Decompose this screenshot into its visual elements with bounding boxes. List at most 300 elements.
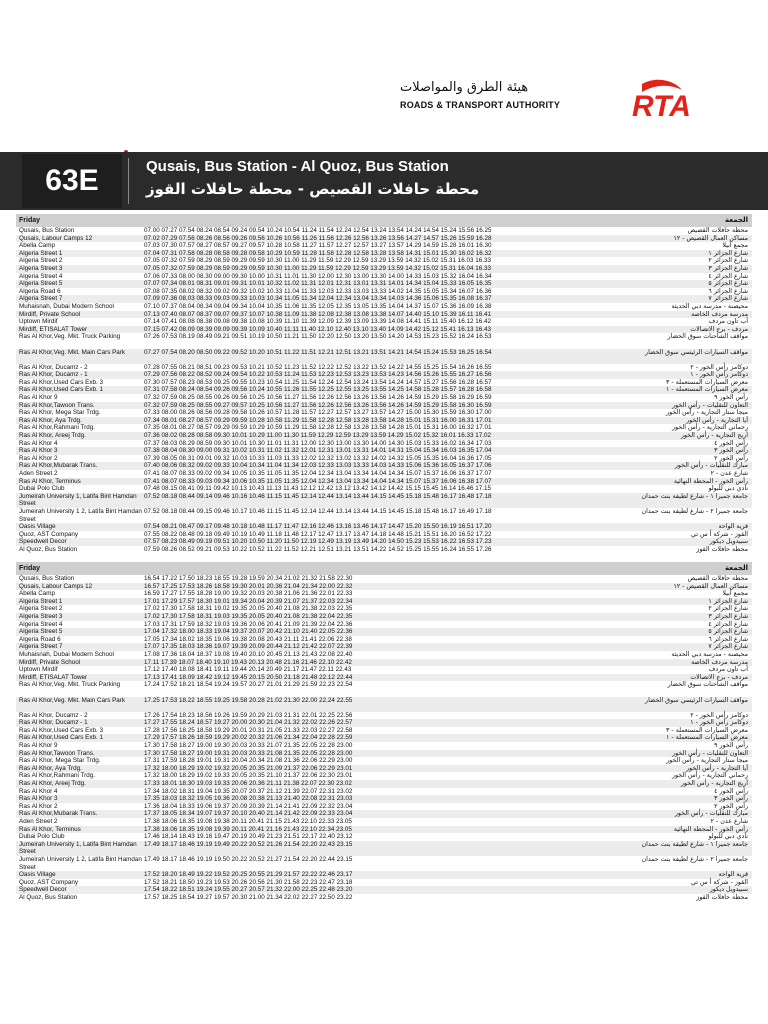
table-row <box>16 750 752 758</box>
stop-name: Algeria Street 7 <box>19 643 63 651</box>
stop-name-arabic: مدرسة مردف الخاصة <box>691 658 748 666</box>
stop-name-arabic: جامعة جميرا ١ - شارع لطيفة بنت حمدان <box>641 492 748 500</box>
table-row <box>16 379 752 387</box>
stop-name: Ras Al Khor 9 <box>19 742 58 750</box>
stop-name-arabic: آيا التجارية - رأس الخور <box>686 764 748 772</box>
table-row <box>16 643 752 651</box>
stop-name: Algeria Street 1 <box>19 249 63 257</box>
departure-times: 17.30 17.58 18.27 19.00 19.31 20.03 20.33 21.08 21.35 22.05 22.28 23.00 <box>144 749 353 757</box>
table-row <box>16 681 752 696</box>
table-row <box>16 485 752 493</box>
stop-name: Jumeirah University 1, Latifa Bint Hamdan Street <box>19 840 137 856</box>
stop-name: Speedwell Decor <box>19 886 67 894</box>
stop-name-arabic: مجمع أبيلا <box>722 590 748 598</box>
stop-name-arabic: جامعة جميرا ٢ - شارع لطيفة بنت حمدان <box>641 855 748 863</box>
table-row <box>16 440 752 448</box>
table-row <box>16 605 752 613</box>
stop-name-arabic: مردف - برج الاتصالات <box>690 325 748 333</box>
departure-times: 07.04 07.31 07.58 08.28 08.58 09.28 09.58 10.29 10.59 11.28 11.58 12.28 12.58 13.28 13.58 14.31 15.01 15.30 16.02 16.32 <box>144 249 492 257</box>
departure-times: 07.35 08.01 08.27 08.57 09.29 09.59 10.29 10.59 11.29 11.58 12.28 12.58 13.28 13.58 14.28 15.01 15.31 16.00 16.32 17.01 <box>144 424 492 432</box>
route-title-english: Qusais, Bus Station - Al Quoz, Bus Station <box>146 158 449 175</box>
stop-name: Ras Al Khor, Mega Star Trdg. <box>19 409 101 417</box>
stop-name: Ras Al Khor,Veg. Mkt. Main Cars Park <box>19 348 126 356</box>
table-row <box>16 636 752 644</box>
title-divider <box>128 158 129 204</box>
departure-times: 07.41 08.07 08.33 09.02 09.34 10.05 10.35 11.05 11.35 12.04 12.34 13.04 13.34 14.04 14.34 15.07 15.37 16.06 16.37 17.07 <box>144 470 492 477</box>
stop-name: Jumeirah University 1 2, Latifa Bint Hamdan Street <box>19 507 142 523</box>
departure-times: 07.02 07.29 07.56 08.26 08.56 09.26 09.56 10.26 10.56 11.26 11.56 12.26 12.56 13.26 13.56 14.27 14.57 15.26 15.59 16.28 <box>144 234 492 242</box>
departure-times: 17.38 18.06 18.35 19.08 19.38 20.11 20.41 21.15 21.43 22.10 22.33 23.05 <box>144 818 352 825</box>
stop-name-arabic: شارع الجزائر ١ <box>708 249 748 257</box>
departure-times: 17.03 17.31 17.59 18.32 19.03 19.36 20.06 20.41 21.09 21.39 22.04 22.36 <box>144 620 353 628</box>
table-row <box>16 757 752 765</box>
stop-name-arabic: مساكن العمال القصيص - ١٢ <box>673 234 748 242</box>
departure-times: 17.57 18.25 18.54 19.27 19.57 20.30 21.00 21.34 22.02 22.27 22.50 23.22 <box>144 893 353 901</box>
table-row <box>16 409 752 417</box>
table-row <box>16 478 752 486</box>
departure-times: 17.27 17.55 18.24 18.57 19.27 20.00 20.30 21.04 21.32 22.02 22.26 22.57 <box>144 719 353 727</box>
departure-times: 07.36 08.02 08.28 08.58 09.30 10.01 10.29 11.00 11.30 11.59 12.29 12.59 13.29 13.59 14.29 15.02 15.32 16.01 16.33 17.02 <box>144 432 491 440</box>
page-header <box>0 0 768 152</box>
stop-name-arabic: التعاون للنقليات - رأس الخور <box>672 401 748 409</box>
stop-name-arabic: شارع الجزائر ١ <box>708 597 748 605</box>
table-row <box>16 470 752 478</box>
stop-name-arabic: أريج التجارية - رأس الخور <box>680 432 748 440</box>
stop-name-arabic: رأس الخور - المحطة النهائية <box>673 825 748 833</box>
stop-name-arabic: معرض السيارات المستعملة - ١ <box>666 386 748 394</box>
stop-name: Ras Al Khor,Veg. Mkt. Truck Parking <box>19 333 121 341</box>
route-number: 63E <box>22 154 122 208</box>
table-row <box>16 447 752 455</box>
departure-times: 16.59 17.27 17.55 18.28 19.00 19.32 20.03 20.38 21.06 21.36 22.01 22.33 <box>144 590 353 598</box>
stop-name: Ras Al Khor 3 <box>19 447 58 455</box>
departure-times: 07.00 07.27 07.54 08.24 08.54 09.24 09.54 10.24 10.54 11.24 11.54 12.24 12.54 13.24 13.54 14.24 14.54 15.24 15.56 16.25 <box>144 227 492 234</box>
departure-times: 07.57 08.23 08.49 09.19 09.51 10.20 10.50 11.20 11.50 12.19 12.49 13.19 13.49 14.20 14.50 15.23 15.53 16.22 16.53 17.23 <box>144 538 492 546</box>
stop-name: Ras Al Khor 4 <box>19 439 58 447</box>
stop-name: Speedwell Decor <box>19 538 67 546</box>
table-row <box>16 364 752 372</box>
departure-times: 17.26 17.54 18.23 18.56 19.26 19.59 20.29 21.03 21.31 22.01 22.25 22.56 <box>144 711 353 719</box>
stop-name: Oasis Village <box>19 871 56 879</box>
stop-name-arabic: شارع الجزائر ٥ <box>708 280 748 288</box>
departure-times: 17.52 18.21 18.50 19.23 19.53 20.26 20.56 21.30 21.58 22.23 22.47 23.18 <box>144 878 353 886</box>
stop-name: Ras Al Khor, Ducamz - 1 <box>19 371 88 379</box>
departure-times: 07.34 08.01 08.27 08.57 09.29 09.59 10.28 10.58 11.29 11.58 12.28 12.58 13.28 13.58 14.28 15.01 15.31 16.00 16.31 17.01 <box>144 416 492 424</box>
table-row <box>16 712 752 720</box>
stop-name-arabic: شارع الجزائر ٧ <box>708 295 748 303</box>
stop-name: Ras Al Khor, Aya Trdg. <box>19 764 82 772</box>
stop-name: Dubai Polo Club <box>19 833 65 841</box>
stop-name: Algeria Street 4 <box>19 620 63 628</box>
timetable-section-morning <box>16 214 752 554</box>
table-row <box>16 462 752 470</box>
stop-name-arabic: مجمع أبيلا <box>722 242 748 250</box>
stop-name-arabic: ميجا ستار التجارية - رأس الخور <box>666 757 748 765</box>
stop-name: Algeria Road 6 <box>19 287 61 295</box>
table-row <box>16 371 752 379</box>
stop-name-arabic: شارع الجزائر ٦ <box>708 635 748 643</box>
departure-times: 17.01 17.29 17.57 18.30 19.01 19.34 20.04 20.39 21.07 21.37 22.03 22.34 <box>144 597 353 605</box>
table-row <box>16 727 752 735</box>
table-row <box>16 886 752 894</box>
stop-name: Qusais, Bus Station <box>19 575 75 582</box>
table-row <box>16 349 752 364</box>
table-row <box>16 659 752 667</box>
stop-name: Algeria Street 2 <box>19 257 63 265</box>
departure-times: 07.29 07.56 08.22 08.52 09.24 09.54 10.22 10.53 11.24 11.53 12.23 12.53 13.23 13.53 14.23 14.56 15.26 15.55 16.27 16.56 <box>144 371 492 379</box>
table-row <box>16 742 752 750</box>
stop-name: Algeria Street 3 <box>19 264 63 272</box>
table-row <box>16 311 752 319</box>
departure-times: 17.02 17.30 17.58 18.31 19.02 19.35 20.05 20.40 21.08 21.38 22.03 22.35 <box>144 605 353 613</box>
table-row <box>16 765 752 773</box>
stop-name: Ras Al Khor,Veg. Mkt. Truck Parking <box>19 681 121 689</box>
departure-times: 17.32 18.00 18.29 19.02 19.33 20.05 20.35 21.10 21.37 22.06 22.30 23.01 <box>144 772 353 780</box>
table-row <box>16 788 752 796</box>
stop-name-arabic: رأس الخور ٢ <box>714 454 748 462</box>
stop-name: Ras Al Khor,Mubarak Trans. <box>19 810 98 818</box>
stop-name-arabic: قرية الواحة <box>718 871 748 879</box>
stop-name-arabic: محطة حافلات القوز <box>696 893 748 901</box>
table-row <box>16 250 752 258</box>
table-row <box>16 318 752 326</box>
departure-times: 07.40 08.06 08.32 09.02 09.33 10.04 10.34 11.04 11.34 12.03 12.33 13.03 13.33 14.03 14.33 15.06 15.36 16.05 16.37 17.06 <box>144 462 492 470</box>
stop-name: Abella Camp <box>19 242 56 250</box>
rta-logo-icon <box>612 78 752 120</box>
table-row <box>16 265 752 273</box>
departure-times: 17.29 17.57 18.26 18.59 19.29 20.02 20.32 21.06 21.34 22.04 22.28 22.59 <box>144 734 353 742</box>
departure-times: 17.49 18.17 18.46 19.19 19.49 20.22 20.52 21.26 21.54 22.20 22.43 23.15 <box>144 840 353 848</box>
day-label-en: Friday <box>19 217 41 224</box>
stop-name: Algeria Road 6 <box>19 635 61 643</box>
stop-name-arabic: رحماني التجارية - رأس الخور <box>672 772 748 780</box>
departure-times: 07.27 07.54 08.20 08.50 09.22 09.52 10.20 10.51 11.22 11.51 12.21 12.51 13.21 13.51 14.21 14.54 15.24 15.53 16.25 16.54 <box>144 348 492 356</box>
table-row <box>16 734 752 742</box>
table-row <box>16 417 752 425</box>
departure-times: 07.30 07.57 08.23 08.53 09.25 09.55 10.23 10.54 11.25 11.54 12.24 12.54 13.24 13.54 14.24 14.57 15.27 15.56 16.28 16.57 <box>144 378 492 386</box>
departure-times: 17.34 18.02 18.31 19.04 19.35 20.07 20.37 21.12 21.39 22.07 22.31 23.02 <box>144 787 353 795</box>
table-row <box>16 455 752 463</box>
stop-name-arabic: شارع عدن - ٢ <box>710 470 748 477</box>
table-row <box>16 628 752 636</box>
stop-name-arabic: شارع الجزائر ٣ <box>708 264 748 272</box>
table-row <box>16 795 752 803</box>
stop-name: Ras Al Khor,Tawoon Trans. <box>19 401 95 409</box>
stop-name: Ras Al Khor 3 <box>19 795 58 803</box>
stop-name-arabic: شارع الجزائر ٣ <box>708 612 748 620</box>
departure-times: 17.35 18.03 18.32 19.05 19.36 20.08 20.38 21.13 21.40 22.08 22.31 23.03 <box>144 795 353 803</box>
stop-name-arabic: رأس الخور ٤ <box>714 787 748 795</box>
table-row <box>16 402 752 410</box>
table-row <box>16 841 752 856</box>
stop-name: Ras Al Khor 2 <box>19 802 58 810</box>
departure-times: 07.09 07.36 08.03 08.33 09.03 09.33 10.03 10.34 11.05 11.34 12.04 12.34 13.04 13.34 14.03 14.36 15.06 15.35 16.08 16.37 <box>144 295 492 303</box>
route-title-arabic: محطة حافلات القصيص - محطة حافلات القوز <box>146 180 480 198</box>
stop-name-arabic: رأس الخور ٢ <box>714 802 748 810</box>
stop-name-arabic: جامعة جميرا ٢ - شارع لطيفة بنت حمدان <box>641 507 748 515</box>
table-row <box>16 280 752 288</box>
stop-name-arabic: معرض السيارات المستعملة - ٣ <box>666 726 748 734</box>
departure-times: 16.57 17.25 17.53 18.26 18.58 19.30 20.01 20.36 21.04 21.34 22.00 22.32 <box>144 582 353 590</box>
stop-name-arabic: مواقف السيارات الرئيسي سوق الخضار <box>645 348 748 356</box>
stop-name-arabic: سبيدويل ديكور <box>709 538 748 546</box>
departure-times: 07.08 07.35 08.02 08.32 09.02 09.32 10.02 10.33 11.04 11.33 12.03 12.33 13.03 13.33 14.02 14.35 15.05 15.34 16.07 16.36 <box>144 287 492 295</box>
stop-name-arabic: شارع الجزائر ٢ <box>708 605 748 613</box>
stop-name-arabic: القوز - شركة أ س تي <box>691 878 748 886</box>
stop-name-arabic: أب تاون مردف <box>708 318 748 326</box>
departure-times: 17.11 17.39 18.07 18.40 19.10 19.43 20.13 20.48 21.16 21.46 22.10 22.42 <box>144 658 352 666</box>
stop-name: Qusais, Bus Station <box>19 227 75 234</box>
stop-name: Ras Al Khor, Areej Trdg. <box>19 780 86 788</box>
stop-name: Mirdiff, ETISALAT Tower <box>19 673 88 681</box>
stop-name: Ras Al Khor, Terminus <box>19 825 81 833</box>
stop-name-arabic: شارع الجزائر ٢ <box>708 257 748 265</box>
departure-times: 07.14 07.41 08.08 08.38 09.08 09.38 10.08 10.39 11.10 11.39 12.09 12.39 13.09 13.39 14.08 14.41 15.11 15.40 16.12 16.42 <box>144 318 491 326</box>
stop-name-arabic: مواقف الشاحنات سوق الخضار <box>667 681 748 689</box>
stop-name-arabic: دوكامز رأس الخور - ٢ <box>690 711 748 719</box>
departure-times: 17.04 17.32 18.00 18.33 19.04 19.37 20.07 20.42 21.10 21.40 22.05 22.36 <box>144 628 353 636</box>
departure-times: 17.54 18.22 18.51 19.24 19.55 20.27 20.57 21.32 22.00 22.25 22.48 23.20 <box>144 886 353 894</box>
stop-name-arabic: رأس الخور ٤ <box>714 439 748 447</box>
stop-name: Ras Al Khor,Rahmani Trdg. <box>19 424 95 432</box>
stop-name-arabic: دوكامز رأس الخور - ١ <box>690 371 748 379</box>
departure-times: 07.13 07.40 08.07 08.37 09.07 09.37 10.07 10.38 11.09 11.38 12.08 12.38 13.08 13.38 14.07 14.40 15.10 15.39 16.11 16.41 <box>144 310 491 318</box>
table-row <box>16 697 752 712</box>
departure-times: 07.55 08.22 08.48 09.18 09.49 10.19 10.49 11.18 11.48 12.17 12.47 13.17 13.47 14.18 14.48 15.21 15.51 16.20 16.52 17.22 <box>144 530 492 538</box>
stop-name-arabic: مساكن العمال القصيص - ١٢ <box>673 582 748 590</box>
table-row <box>16 621 752 629</box>
table-row <box>16 833 752 841</box>
departure-times: 07.32 07.59 08.25 08.55 09.26 09.56 10.25 10.56 11.27 11.56 12.26 12.56 13.26 13.56 14.26 14.59 15.29 15.58 16.29 16.59 <box>144 394 492 402</box>
stop-name: Ras Al Khor,Used Cars Exb. 3 <box>19 378 103 386</box>
departure-times: 17.30 17.58 18.27 19.00 19.30 20.03 20.33 21.07 21.35 22.05 22.28 23.00 <box>144 742 353 750</box>
table-row <box>16 666 752 674</box>
stop-name: Aden Street 2 <box>19 470 58 477</box>
departure-times: 17.05 17.34 18.02 18.35 19.06 19.38 20.08 20.43 21.11 21.41 22.06 22.38 <box>144 635 352 643</box>
departure-times: 07.26 07.53 08.19 08.49 09.21 09.51 10.19 10.50 11.21 11.50 12.20 12.50 13.20 13.50 14.20 14.53 15.23 15.52 16.24 16.53 <box>144 333 492 341</box>
stop-name: Quoz, AST Company <box>19 878 79 886</box>
stop-name: Algeria Street 5 <box>19 628 63 636</box>
table-row <box>16 523 752 531</box>
stop-name: Jumeirah University 1, Latifa Bint Hamdan Street <box>19 492 137 508</box>
stop-name: Mirdiff, Private School <box>19 658 81 666</box>
stop-name-arabic: شارع الجزائر ٤ <box>708 620 748 628</box>
table-row <box>16 257 752 265</box>
stop-name: Ras Al Khor 2 <box>19 454 58 462</box>
stop-name-arabic: محطة حافلات القوز <box>696 545 748 553</box>
rta-branding <box>400 78 760 122</box>
table-row <box>16 871 752 879</box>
table-row <box>16 613 752 621</box>
stop-name-arabic: نادي دبي للبولو <box>708 833 748 841</box>
day-label-ar: الجمعة <box>725 564 748 572</box>
table-row <box>16 810 752 818</box>
stop-name: Ras Al Khor,Used Cars Exb. 1 <box>19 386 103 394</box>
table-row <box>16 531 752 539</box>
stop-name: Quoz, AST Company <box>19 530 79 538</box>
departure-times: 07.03 07.30 07.57 08.27 08.57 09.27 09.57 10.28 10.58 11.27 11.57 12.27 12.57 13.27 13.57 14.29 14.59 15.28 16.01 16.30 <box>144 242 492 250</box>
stop-name-arabic: رأس الخور ٣ <box>714 795 748 803</box>
table-row <box>16 394 752 402</box>
stop-name: Oasis Village <box>19 523 56 531</box>
table-row <box>16 242 752 250</box>
stop-name: Al Quoz, Bus Station <box>19 545 78 553</box>
table-row <box>16 227 752 235</box>
table-row <box>16 583 752 591</box>
departure-times: 17.38 18.06 18.35 19.08 19.39 20.11 20.41 21.16 21.43 22.10 22.34 23.05 <box>144 825 352 833</box>
table-row <box>16 288 752 296</box>
table-row <box>16 856 752 871</box>
table-row <box>16 538 752 546</box>
departure-times: 17.24 17.52 18.21 18.54 19.24 19.57 20.27 21.01 21.29 21.59 22.23 22.54 <box>144 681 353 689</box>
departure-times: 07.59 08.26 08.52 09.21 09.53 10.22 10.52 11.22 11.52 12.21 12.51 13.21 13.51 14.22 14.52 15.25 15.55 16.24 16.55 17.26 <box>144 545 492 553</box>
table-row <box>16 303 752 311</box>
stop-name-arabic: رأس الخور ٩ <box>714 394 748 402</box>
stop-name-arabic: أريج التجارية - رأس الخور <box>680 780 748 788</box>
table-row <box>16 235 752 243</box>
stop-name-arabic: دوكامز رأس الخور - ١ <box>690 719 748 727</box>
stop-name-arabic: محيصنة - مدرسة دبي الحديثة <box>671 302 748 310</box>
stop-name-arabic: شارع الجزائر ٤ <box>708 272 748 280</box>
stop-name-arabic: نادي دبي للبولو <box>708 485 748 493</box>
stop-name-arabic: شارع عدن - ٢ <box>710 818 748 825</box>
departure-times: 07.38 08.04 08.30 09.00 09.31 10.02 10.31 11.02 11.32 12.01 12.31 13.01 13.31 14.01 14.31 15.04 15.34 16.03 16.35 17.04 <box>144 447 492 455</box>
stop-name-arabic: ميجا ستار التجارية - رأس الخور <box>666 409 748 417</box>
stop-name: Ras Al Khor, Ducamz - 2 <box>19 363 88 371</box>
departure-times: 17.52 18.20 18.49 19.22 19.52 20.25 20.55 21.29 21.57 22.22 22.46 23.17 <box>144 871 353 879</box>
stop-name-arabic: مواقف الشاحنات سوق الخضار <box>667 333 748 341</box>
departure-times: 17.46 18.14 18.43 19.16 19.47 20.19 20.49 21.23 21.51 22.17 22.40 23.12 <box>144 833 353 841</box>
departure-times: 07.15 07.42 08.09 08.39 09.09 09.39 10.09 10.40 11.11 11.40 12.10 12.40 13.10 13.40 14.09 14.42 15.12 15.41 16.13 16.43 <box>144 325 491 333</box>
departure-times: 07.37 08.03 08.29 08.59 09.30 10.01 10.30 11.01 11.31 12.00 12.30 13.00 13.30 14.00 14.30 15.03 15.33 16.02 16.34 17.03 <box>144 439 492 447</box>
stop-name-arabic: جامعة جميرا ١ - شارع لطيفة بنت حمدان <box>641 840 748 848</box>
stop-name: Ras Al Khor 4 <box>19 787 58 795</box>
stop-name: Al Quoz, Bus Station <box>19 893 78 901</box>
table-row <box>16 432 752 440</box>
stop-name: Algeria Street 5 <box>19 280 63 288</box>
departure-times: 07.05 07.32 07.59 08.29 08.59 09.29 09.59 10.30 11.00 11.29 11.59 12.29 12.59 13.29 13.59 14.32 15.02 15.31 16.03 16.33 <box>144 257 491 265</box>
stop-name: Ras Al Khor,Veg. Mkt. Main Cars Park <box>19 696 126 704</box>
stop-name: Dubai Polo Club <box>19 485 65 493</box>
table-row <box>16 719 752 727</box>
stop-name: Qusais, Labour Camps 12 <box>19 582 93 590</box>
stop-name: Ras Al Khor,Mubarak Trans. <box>19 462 98 470</box>
table-row <box>16 333 752 348</box>
departure-times: 17.37 18.05 18.34 19.07 19.37 20.10 20.40 21.14 21.42 22.09 22.33 23.04 <box>144 810 353 818</box>
rta-english-name: ROADS & TRANSPORT AUTHORITY <box>400 100 561 110</box>
table-row <box>16 894 752 902</box>
stop-name: Muhaisnah, Dubai Modern School <box>19 302 114 310</box>
departure-times: 07.31 07.58 08.24 08.54 09.26 09.56 10.24 10.55 11.26 11.55 12.25 12.55 13.25 13.55 14.25 14.58 15.28 15.57 16.28 16.58 <box>144 386 492 394</box>
departure-times: 17.13 17.41 18.09 18.42 19.12 19.45 20.15 20.50 21.18 21.48 22.12 22.44 <box>144 673 353 681</box>
day-header <box>16 562 752 575</box>
departure-times: 07.06 07.33 08.00 08.30 09.00 09.30 10.00 10.31 11.01 11.30 12.00 12.30 13.00 13.30 14.00 14.33 15.03 15.32 16.04 16.34 <box>144 272 492 280</box>
departure-times: 07.32 07.59 08.25 08.55 09.27 09.57 10.25 10.56 11.27 11.56 12.26 12.56 13.26 13.56 14.26 14.59 15.29 15.58 16.30 16.59 <box>144 401 492 409</box>
stop-name: Uptown Mirdif <box>19 318 58 326</box>
stop-name-arabic: سبيدويل ديكور <box>709 886 748 894</box>
stop-name: Mirdiff, Private School <box>19 310 81 318</box>
departure-times: 17.49 18.17 18.46 19.19 19.50 20.22 20.52 21.27 21.54 22.20 22.44 23.15 <box>144 855 353 863</box>
stop-name: Ras Al Khor, Ducamz - 2 <box>19 711 88 719</box>
stop-name: Algeria Street 2 <box>19 605 63 613</box>
stop-name-arabic: أب تاون مردف <box>708 666 748 674</box>
departure-times: 17.07 17.35 18.03 18.36 19.07 19.39 20.09 20.44 21.12 21.42 22.07 22.39 <box>144 643 353 651</box>
departure-times: 16.54 17.22 17.50 18.23 18.55 19.28 19.59 20.34 21.02 21.32 21.58 22.30 <box>144 575 353 582</box>
table-row <box>16 772 752 780</box>
departure-times: 07.33 08.00 08.26 08.56 09.28 09.58 10.26 10.57 11.28 11.57 12.27 12.57 13.27 13.57 14.27 15.00 15.30 15.59 16.30 17.00 <box>144 409 492 417</box>
table-row <box>16 780 752 788</box>
departure-times: 17.08 17.36 18.04 18.37 19.08 19.40 20.10 20.45 21.13 21.43 22.08 22.40 <box>144 650 353 658</box>
stop-name-arabic: محطة حافلات القصيص <box>687 575 748 582</box>
stop-name-arabic: معرض السيارات المستعملة - ١ <box>666 734 748 742</box>
departure-times: 07.52 08.18 08.44 09.15 09.46 10.17 10.46 11.15 11.45 12.14 12.44 13.14 13.44 14.15 14.45 15.18 15.48 16.17 16.49 17.18 <box>144 507 492 515</box>
timetable-section-evening <box>16 562 752 902</box>
departure-times: 07.05 07.32 07.59 08.29 08.59 09.29 09.59 10.30 11.00 11.29 11.59 12.29 12.59 13.29 13.59 14.32 15.02 15.31 16.04 16.33 <box>144 264 491 272</box>
day-label-ar: الجمعة <box>725 216 748 224</box>
stop-name-arabic: مبارك للنقليات - رأس الخور <box>674 810 748 818</box>
stop-name-arabic: دوكامز رأس الخور - ٢ <box>690 363 748 371</box>
stop-name: Aden Street 2 <box>19 818 58 825</box>
table-row <box>16 598 752 606</box>
stop-name: Jumeirah University 1 2, Latifa Bint Hamdan Street <box>19 855 142 871</box>
table-row <box>16 818 752 826</box>
stop-name: Ras Al Khor, Areej Trdg. <box>19 432 86 440</box>
stop-name-arabic: شارع الجزائر ٦ <box>708 287 748 295</box>
stop-name-arabic: مدرسة مردف الخاصة <box>691 310 748 318</box>
table-row <box>16 546 752 554</box>
stop-name-arabic: مواقف السيارات الرئيسي سوق الخضار <box>645 696 748 704</box>
table-row <box>16 826 752 834</box>
table-row <box>16 803 752 811</box>
stop-name: Ras Al Khor,Used Cars Exb. 1 <box>19 734 103 742</box>
departure-times: 17.32 18.00 18.29 19.02 19.32 20.05 20.35 21.09 21.37 22.06 22.29 23.01 <box>144 764 353 772</box>
government-of-dubai-logo <box>14 70 184 140</box>
departure-times: 17.36 18.04 18.33 19.06 19.37 20.09 20.39 21.14 21.41 22.09 22.32 23.04 <box>144 802 353 810</box>
table-row <box>16 493 752 508</box>
table-row <box>16 590 752 598</box>
table-row <box>16 424 752 432</box>
departure-times: 07.39 08.05 08.31 09.01 09.32 10.03 10.33 11.03 11.33 12.02 12.32 13.02 13.32 14.02 14.32 15.05 15.35 16.04 16.36 17.05 <box>144 454 492 462</box>
departure-times: 17.28 17.56 18.25 18.58 19.29 20.01 20.31 21.05 21.33 22.03 22.27 22.58 <box>144 726 353 734</box>
table-row <box>16 674 752 682</box>
stop-name: Ras Al Khor,Used Cars Exb. 3 <box>19 726 103 734</box>
stop-name: Mirdiff, ETISALAT Tower <box>19 325 88 333</box>
stop-name-arabic: رأس الخور - المحطة النهائية <box>673 477 748 485</box>
rta-arabic-name: هيئة الطرق والمواصلات <box>400 80 529 95</box>
stop-name-arabic: قرية الواحة <box>718 523 748 531</box>
stop-name: Ras Al Khor, Mega Star Trdg. <box>19 757 101 765</box>
table-row <box>16 295 752 303</box>
day-label-en: Friday <box>19 565 41 572</box>
stop-name-arabic: معرض السيارات المستعملة - ٣ <box>666 378 748 386</box>
departure-times: 07.54 08.21 08.47 09.17 09.48 10.18 10.48 11.17 11.47 12.16 12.46 13.16 13.46 14.17 14.47 15.20 15.50 16.19 16.51 17.20 <box>144 523 492 531</box>
stop-name: Algeria Street 7 <box>19 295 63 303</box>
stop-name: Ras Al Khor 9 <box>19 394 58 402</box>
departure-times: 07.52 08.18 08.44 09.14 09.46 10.16 10.46 11.15 11.45 12.14 12.44 13.14 13.44 14.15 14.45 15.18 15.48 16.17 16.48 17.18 <box>144 492 492 500</box>
table-row <box>16 326 752 334</box>
departure-times: 07.41 08.07 08.33 09.03 09.34 10.06 10.35 11.05 11.35 12.04 12.34 13.04 13.34 14.04 14.34 15.07 15.37 16.06 16.38 17.07 <box>144 477 492 485</box>
stop-name-arabic: آيا التجارية - رأس الخور <box>686 416 748 424</box>
stop-name: Ras Al Khor,Rahmani Trdg. <box>19 772 95 780</box>
stop-name-arabic: رأس الخور ٩ <box>714 742 748 750</box>
departure-times: 07.10 07.37 08.04 08.34 09.04 09.34 10.04 10.35 11.06 11.35 12.05 12.35 13.05 13.35 14.04 14.37 15.07 15.36 16.09 16.38 <box>144 302 492 310</box>
stop-name: Qusais, Labour Camps 12 <box>19 234 93 242</box>
stop-name-arabic: شارع الجزائر ٥ <box>708 628 748 636</box>
stop-name: Abella Camp <box>19 590 56 598</box>
table-row <box>16 651 752 659</box>
stop-name-arabic: محطة حافلات القصيص <box>687 227 748 234</box>
stop-name: Ras Al Khor, Aya Trdg. <box>19 416 82 424</box>
